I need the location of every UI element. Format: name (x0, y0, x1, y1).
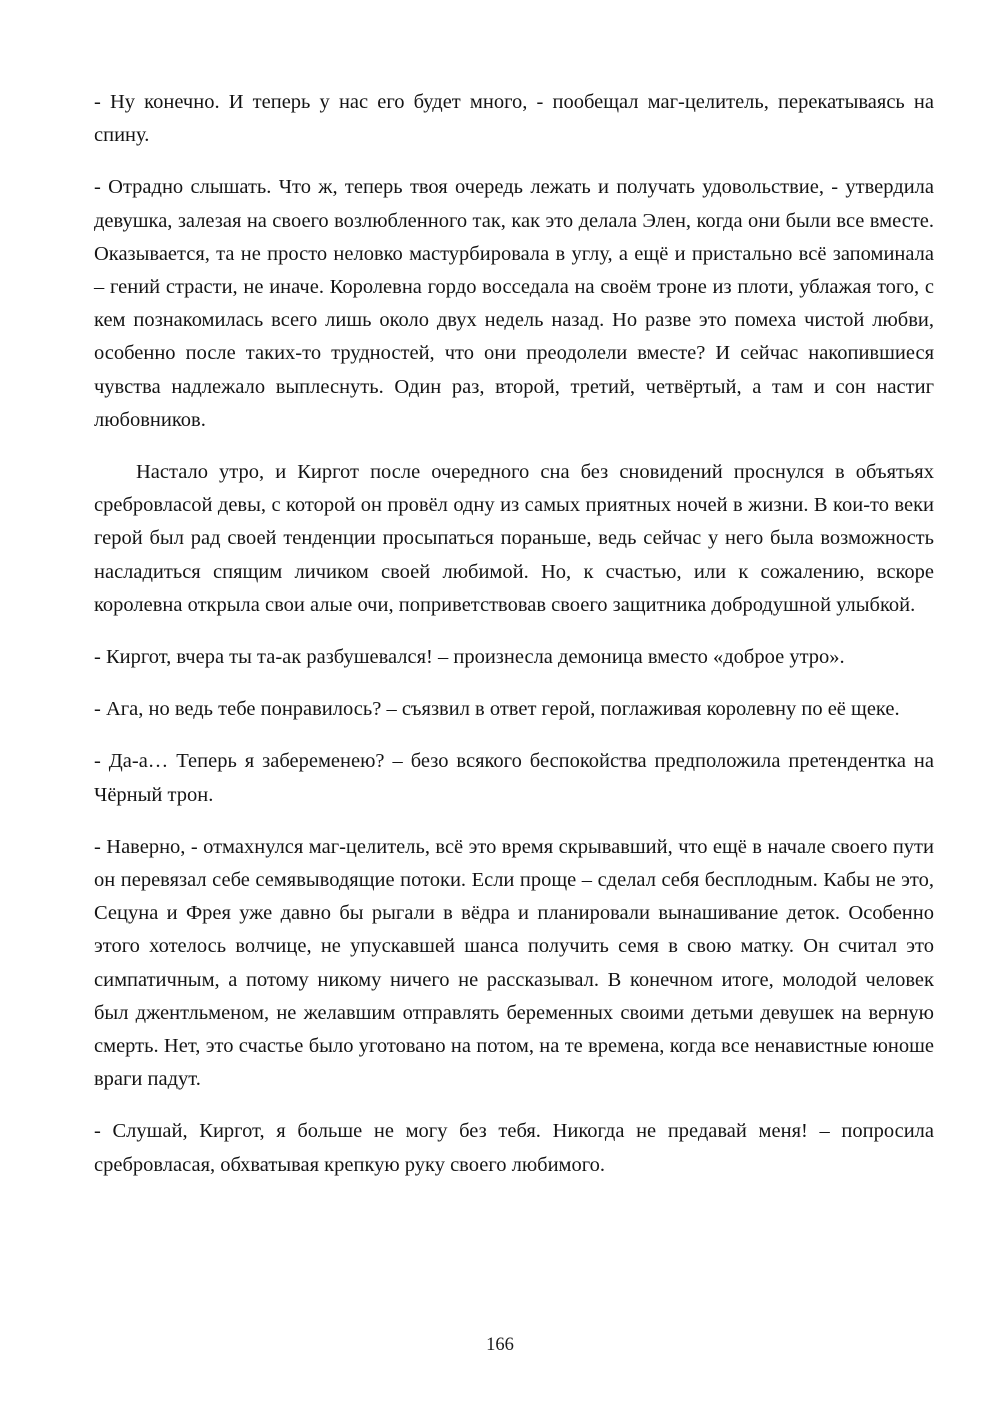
paragraph: - Слушай, Киргот, я больше не могу без тебя. Никогда не предавай меня! – попросила сребровласая, обхватывая крепкую руку своего любимого. (94, 1120, 934, 1176)
paragraph: - Да-а… Теперь я забеременею? – безо всякого беспокойства предположила претендентка на Чёрный трон. (94, 750, 934, 806)
page-body (94, 86, 934, 1182)
paragraph: Настало утро, и Киргот после очередного сна без сновидений проснулся в объятьях сребровласой девы, с которой он провёл одну из самых приятных ночей в жизни. В кои-то веки герой был рад своей тенденции просыпаться пораньше, ведь сейчас у него была возможность насладиться спящим личиком своей любимой. Но, к счастью, или к сожалению, вскоре королевна открыла свои алые очи, поприветствовав своего защитника добродушной улыбкой. (94, 461, 934, 616)
page-number: 166 (486, 1335, 514, 1355)
paragraph: - Отрадно слышать. Что ж, теперь твоя очередь лежать и получать удовольствие, - утвердила девушка, залезая на своего возлюбленного так, как это делала Элен, когда они были все вместе. Оказывается, та не просто неловко мастурбировала в углу, а ещё и пристально всё запоминала – гений страсти, не иначе. Королевна гордо восседала на своём троне из плоти, ублажая того, с кем познакомилась всего лишь около двух недель назад. Но разве это помеха чистой любви, особенно после таких-то трудностей, что они преодолели вместе? И сейчас накопившиеся чувства надлежало выплеснуть. Один раз, второй, третий, четвёртый, а там и сон настиг любовников. (94, 176, 934, 431)
paragraph: - Наверно, - отмахнулся маг-целитель, всё это время скрывавший, что ещё в начале своего пути он перевязал себе семявыводящие потоки. Если проще – сделал себя бесплодным. Кабы не это, Сецуна и Фрея уже давно бы рыгали в вёдра и планировали вынашивание деток. Особенно этого хотелось волчице, не упускавшей шанса получить семя в свою матку. Он считал это симпатичным, а потому никому ничего не рассказывал. В конечном итоге, молодой человек был джентльменом, не желавшим отправлять беременных своими детьми девушек на верную смерть. Нет, это счастье было уготовано на потом, на те времена, когда все ненавистные юноше враги падут. (94, 835, 934, 1091)
paragraph: - Ага, но ведь тебе понравилось? – съязвил в ответ герой, поглаживая королевну по её щеке. (94, 698, 900, 721)
paragraph: - Киргот, вчера ты та-ак разбушевался! – произнесла демоница вместо «доброе утро». (94, 646, 845, 669)
paragraph: - Ну конечно. И теперь у нас его будет много, - пообещал маг-целитель, перекатываясь на спину. (94, 91, 934, 147)
